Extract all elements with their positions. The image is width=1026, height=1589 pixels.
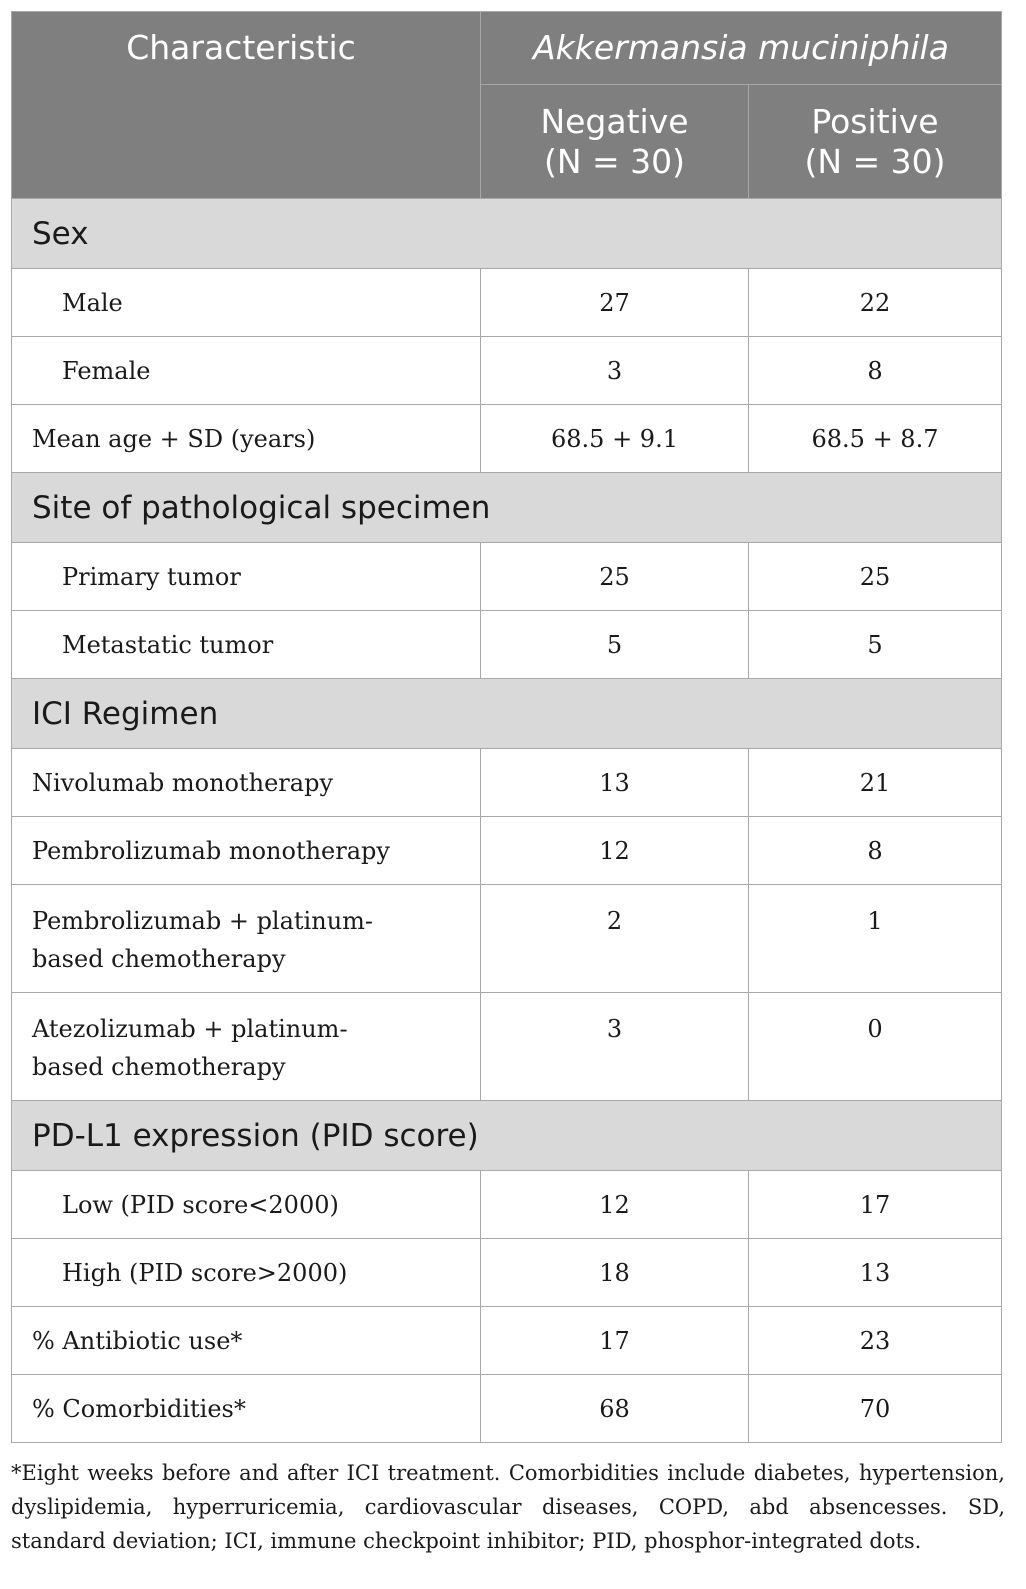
table-row <box>12 993 1002 1101</box>
table-row <box>12 611 1002 679</box>
header-negative <box>481 85 749 199</box>
cell-positive: 8 <box>749 337 1002 405</box>
header-positive-n: (N = 30) <box>804 141 946 181</box>
cell-positive: 70 <box>749 1375 1002 1443</box>
table-row <box>12 1171 1002 1239</box>
table-footnote: *Eight weeks before and after ICI treatment. Comorbidities include diabetes, hypertension, dyslipidemia, hyperruricemia, cardiovascular diseases, COPD, abd absencesses. SD, standard deviation; ICI, immune checkpoint inhibitor; PID, phosphor-integrated dots. <box>11 1461 1005 1553</box>
cell-negative: 18 <box>481 1239 749 1307</box>
cell-positive: 1 <box>749 885 1002 993</box>
cell-negative: 68.5 + 9.1 <box>481 405 749 473</box>
table-row <box>12 1239 1002 1307</box>
section-title-site: Site of pathological specimen <box>12 473 1002 543</box>
cell-positive: 13 <box>749 1239 1002 1307</box>
header-negative-label: Negative <box>540 101 689 141</box>
section-title-pdl1: PD-L1 expression (PID score) <box>12 1101 1002 1171</box>
cell-negative: 12 <box>481 817 749 885</box>
cell-positive: 25 <box>749 543 1002 611</box>
section-row-site <box>12 473 1002 543</box>
section-row-ici <box>12 679 1002 749</box>
header-positive-label: Positive <box>811 101 939 141</box>
header-negative-n: (N = 30) <box>543 141 686 181</box>
table-row <box>12 817 1002 885</box>
cell-negative: 13 <box>481 749 749 817</box>
cell-negative: 5 <box>481 611 749 679</box>
cell-positive: 8 <box>749 817 1002 885</box>
cell-negative: 3 <box>481 993 749 1101</box>
table-row <box>12 1307 1002 1375</box>
cell-positive: 0 <box>749 993 1002 1101</box>
header-positive <box>749 85 1002 199</box>
table-row <box>12 337 1002 405</box>
row-label <box>12 885 481 993</box>
cell-positive: 23 <box>749 1307 1002 1375</box>
table-row <box>12 885 1002 993</box>
cell-positive: 68.5 + 8.7 <box>749 405 1002 473</box>
section-title-ici: ICI Regimen <box>12 679 1002 749</box>
row-label: Pembrolizumab monotherapy <box>12 817 481 885</box>
table-row <box>12 749 1002 817</box>
row-label: Low (PID score<2000) <box>12 1171 481 1239</box>
cell-positive: 5 <box>749 611 1002 679</box>
row-label: Nivolumab monotherapy <box>12 749 481 817</box>
characteristics-table-container <box>11 11 1001 1443</box>
cell-negative: 2 <box>481 885 749 993</box>
row-label: Male <box>12 269 481 337</box>
cell-negative: 25 <box>481 543 749 611</box>
cell-negative: 3 <box>481 337 749 405</box>
section-row-pdl1 <box>12 1101 1002 1171</box>
row-label: Female <box>12 337 481 405</box>
characteristics-table <box>11 11 1002 1443</box>
row-label-line1: Pembrolizumab + platinum- <box>32 907 374 935</box>
row-label: Metastatic tumor <box>12 611 481 679</box>
cell-positive: 22 <box>749 269 1002 337</box>
row-label: % Comorbidities* <box>12 1375 481 1443</box>
cell-positive: 21 <box>749 749 1002 817</box>
cell-negative: 12 <box>481 1171 749 1239</box>
row-label <box>12 993 481 1101</box>
table-row <box>12 269 1002 337</box>
row-label-line2: based chemotherapy <box>32 1053 286 1081</box>
cell-negative: 27 <box>481 269 749 337</box>
row-label: Primary tumor <box>12 543 481 611</box>
section-row-sex <box>12 199 1002 269</box>
header-characteristic: Characteristic <box>12 12 481 199</box>
row-label: % Antibiotic use* <box>12 1307 481 1375</box>
cell-negative: 17 <box>481 1307 749 1375</box>
row-label-line2: based chemotherapy <box>32 945 286 973</box>
row-label: Mean age + SD (years) <box>12 405 481 473</box>
header-akkermansia: Akkermansia muciniphila <box>481 12 1002 85</box>
section-title-sex: Sex <box>12 199 1002 269</box>
table-row <box>12 1375 1002 1443</box>
row-label-line1: Atezolizumab + platinum- <box>32 1015 348 1043</box>
table-row <box>12 543 1002 611</box>
cell-positive: 17 <box>749 1171 1002 1239</box>
cell-negative: 68 <box>481 1375 749 1443</box>
table-row <box>12 405 1002 473</box>
row-label: High (PID score>2000) <box>12 1239 481 1307</box>
